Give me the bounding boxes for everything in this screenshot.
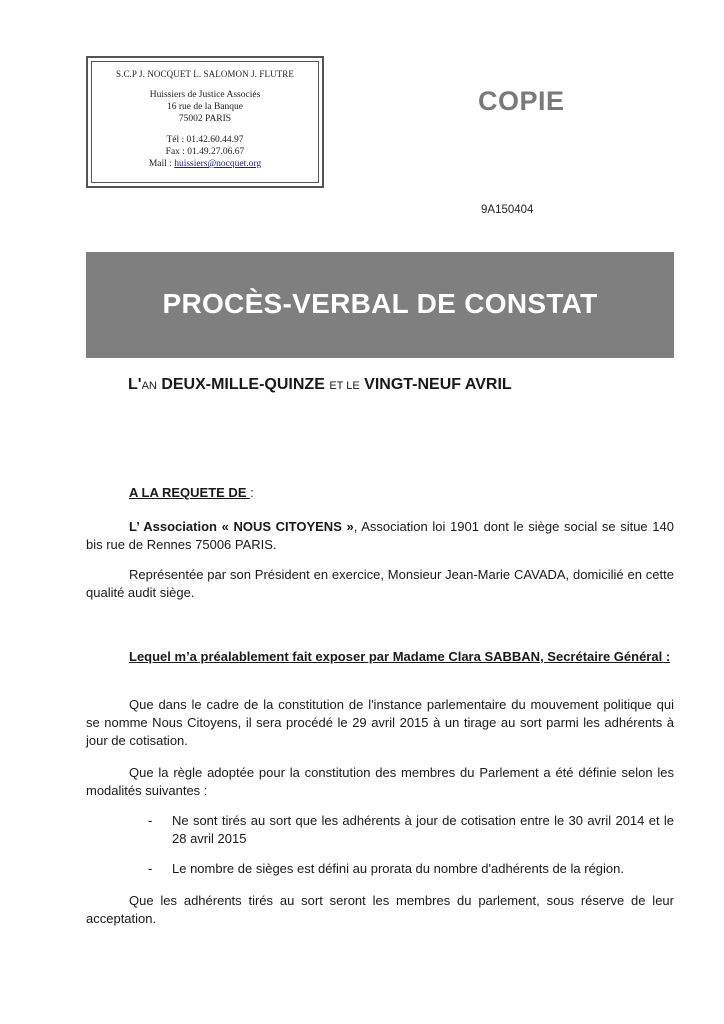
exposition-heading: Lequel m’a préalablement fait exposer par Madame Clara SABBAN, Secrétaire Général : — [129, 649, 671, 664]
request-heading: A LA REQUETE DE — [129, 485, 251, 500]
request-represented-paragraph: Représentée par son Président en exercice, Monsieur Jean-Marie CAVADA, domicilié en cette qualité audit siège. — [86, 567, 674, 600]
association-name: L’ Association « NOUS CITOYENS » — [129, 519, 354, 534]
document-reference: 9A150404 — [481, 204, 534, 216]
office-mail-label: Mail : — [148, 159, 175, 169]
banner-title: PROCÈS-VERBAL DE CONSTAT — [162, 288, 598, 319]
office-title: Huissiers de Justice Associés — [149, 90, 261, 100]
office-header-inner — [91, 61, 319, 183]
date-l: L' — [128, 376, 142, 393]
office-name: S.C.P J. NOCQUET L. SALOMON J. FLUTRE — [116, 69, 294, 79]
copie-stamp: COPIE — [478, 86, 565, 116]
association-details: , Association loi 1901 dont le siège social se situe 140 bis rue de Rennes 75006 PARIS. — [86, 519, 674, 552]
office-header-box — [86, 56, 324, 188]
date-an: AN — [141, 380, 157, 392]
office-tel: Tél : 01.42.60.44.97 — [166, 135, 244, 145]
office-contact — [92, 134, 318, 170]
title-banner — [86, 252, 674, 358]
date-et-le: ET LE — [329, 380, 360, 392]
request-heading-line — [86, 484, 674, 502]
request-heading-colon: : — [250, 485, 254, 500]
date-day: VINGT-NEUF AVRIL — [364, 376, 512, 393]
office-mail-line — [92, 158, 318, 170]
exposition-paragraph-3: Que les adhérents tirés au sort seront les membres du parlement, sous réserve de leur acceptation. — [86, 893, 674, 926]
date-line — [128, 376, 512, 394]
office-city: 75002 PARIS — [178, 114, 232, 124]
office-street: 16 rue de la Banque — [167, 102, 243, 112]
office-address — [92, 89, 318, 125]
request-association-paragraph — [86, 518, 674, 554]
exposition-paragraph-2: Que la règle adoptée pour la constitution des membres du Parlement a été définie selon les modalités suivantes : — [86, 765, 674, 798]
date-year: DEUX-MILLE-QUINZE — [161, 376, 325, 393]
exposition-paragraph-1: Que dans le cadre de la constitution de l'instance parlementaire du mouvement politique qui se nomme Nous Citoyens, il sera procédé le 29 avril 2015 à un tirage au sort parmi les adhérents à jour de cotisation. — [86, 697, 674, 748]
bullet-text: Ne sont tirés au sort que les adhérents à jour de cotisation entre le 30 avril 2014 et le 28 avril 2015 — [172, 813, 674, 846]
office-mail-link[interactable]: huissiers@nocquet.org — [174, 159, 262, 169]
bullet-marker: - — [148, 813, 153, 828]
bullet-text: Le nombre de sièges est défini au prorata du nombre d'adhérents de la région. — [172, 861, 624, 876]
bullet-marker: - — [148, 861, 153, 876]
office-fax: Fax : 01.49.27.06.67 — [165, 147, 245, 157]
